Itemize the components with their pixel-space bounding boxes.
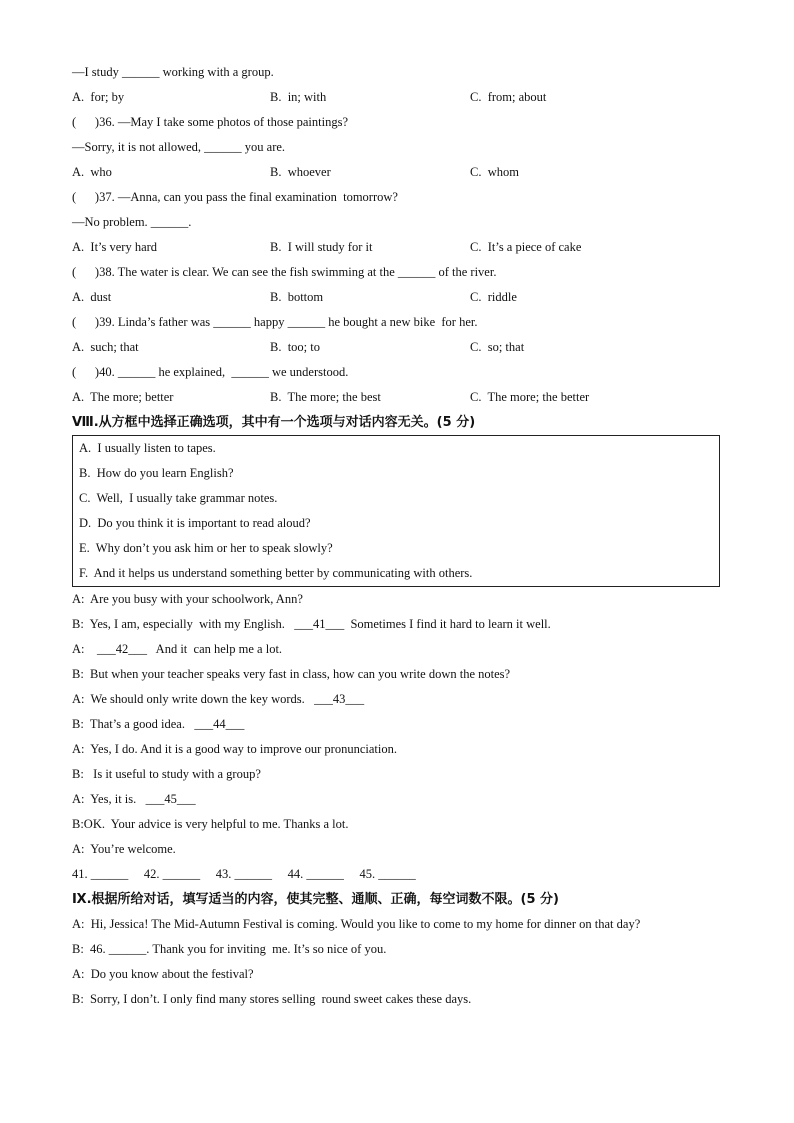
question-39-stem: ( )39. Linda’s father was ______ happy ______ he bought a new bike for her. bbox=[72, 315, 478, 329]
dialogue-line: B: But when your teacher speaks very fast in class, how can you write down the notes? bbox=[72, 667, 511, 681]
option-a: A. for; by bbox=[72, 90, 125, 104]
box-option-f: F. And it helps us understand something better by communicating with others. bbox=[79, 566, 473, 580]
dialogue-line: B:OK. Your advice is very helpful to me. Thanks a lot. bbox=[72, 817, 349, 831]
question-39-options bbox=[72, 335, 722, 360]
option-c: C. It’s a piece of cake bbox=[470, 240, 582, 254]
dialogue-line: B: Is it useful to study with a group? bbox=[72, 767, 261, 781]
question-40-options bbox=[72, 385, 722, 410]
dialogue-line: A: ___42___ And it can help me a lot. bbox=[72, 642, 283, 656]
option-b: B. bottom bbox=[270, 290, 324, 304]
worksheet-page bbox=[72, 60, 722, 1012]
option-a: A. dust bbox=[72, 290, 112, 304]
dialogue-line: A: Do you know about the festival? bbox=[72, 967, 254, 981]
box-option-d: D. Do you think it is important to read aloud? bbox=[79, 516, 311, 530]
option-c: C. from; about bbox=[470, 90, 547, 104]
dialogue-line: A: Hi, Jessica! The Mid-Autumn Festival is coming. Would you like to come to my home for dinner on that day? bbox=[72, 917, 641, 931]
dialogue-line: A: Yes, I do. And it is a good way to improve our pronunciation. bbox=[72, 742, 397, 756]
option-b: B. in; with bbox=[270, 90, 327, 104]
options-box bbox=[72, 435, 720, 587]
dialogue-line: A: You’re welcome. bbox=[72, 842, 176, 856]
option-a: A. It’s very hard bbox=[72, 240, 158, 254]
option-b: B. I will study for it bbox=[270, 240, 373, 254]
question-36-options bbox=[72, 160, 722, 185]
dialogue-line: B: 46. ______. Thank you for inviting me. It’s so nice of you. bbox=[72, 942, 387, 956]
dialogue-line: B: Yes, I am, especially with my English. ___41___ Sometimes I find it hard to learn it well. bbox=[72, 617, 551, 631]
option-a: A. The more; better bbox=[72, 390, 174, 404]
question-37-stem: ( )37. —Anna, can you pass the final examination tomorrow? bbox=[72, 190, 398, 204]
question-35-stem: —I study ______ working with a group. bbox=[72, 65, 274, 79]
dialogue-line: A: Yes, it is. ___45___ bbox=[72, 792, 196, 806]
option-a: A. who bbox=[72, 165, 112, 179]
option-c: C. riddle bbox=[470, 290, 517, 304]
section-9-title: Ⅸ.根据所给对话，填写适当的内容，使其完整、通顺、正确，每空词数不限。(5 分) bbox=[72, 892, 559, 907]
option-c: C. The more; the better bbox=[470, 390, 590, 404]
box-option-e: E. Why don’t you ask him or her to speak slowly? bbox=[79, 541, 333, 555]
option-b: B. too; to bbox=[270, 340, 321, 354]
option-b: B. whoever bbox=[270, 165, 331, 179]
question-38-options bbox=[72, 285, 722, 310]
question-40-stem: ( )40. ______ he explained, ______ we understood. bbox=[72, 365, 349, 379]
box-option-a: A. I usually listen to tapes. bbox=[79, 441, 216, 455]
option-b: B. The more; the best bbox=[270, 390, 381, 404]
box-option-c: C. Well, I usually take grammar notes. bbox=[79, 491, 278, 505]
question-35-options bbox=[72, 85, 722, 110]
question-37-stem-cont: —No problem. ______. bbox=[72, 215, 192, 229]
question-36-stem-cont: —Sorry, it is not allowed, ______ you are. bbox=[72, 140, 286, 154]
option-a: A. such; that bbox=[72, 340, 139, 354]
question-37-options bbox=[72, 235, 722, 260]
question-36-stem: ( )36. —May I take some photos of those paintings? bbox=[72, 115, 348, 129]
section-8-title: Ⅷ.从方框中选择正确选项，其中有一个选项与对话内容无关。(5 分) bbox=[72, 415, 476, 430]
dialogue-line: A: We should only write down the key words. ___43___ bbox=[72, 692, 365, 706]
question-38-stem: ( )38. The water is clear. We can see the fish swimming at the ______ of the river. bbox=[72, 265, 497, 279]
option-c: C. whom bbox=[470, 165, 519, 179]
option-c: C. so; that bbox=[470, 340, 525, 354]
answer-blanks: 41. ______ 42. ______ 43. ______ 44. ______ 45. ______ bbox=[72, 867, 416, 881]
box-option-b: B. How do you learn English? bbox=[79, 466, 234, 480]
dialogue-line: B: That’s a good idea. ___44___ bbox=[72, 717, 245, 731]
dialogue-line: A: Are you busy with your schoolwork, Ann? bbox=[72, 592, 303, 606]
dialogue-line: B: Sorry, I don’t. I only find many stores selling round sweet cakes these days. bbox=[72, 992, 472, 1006]
